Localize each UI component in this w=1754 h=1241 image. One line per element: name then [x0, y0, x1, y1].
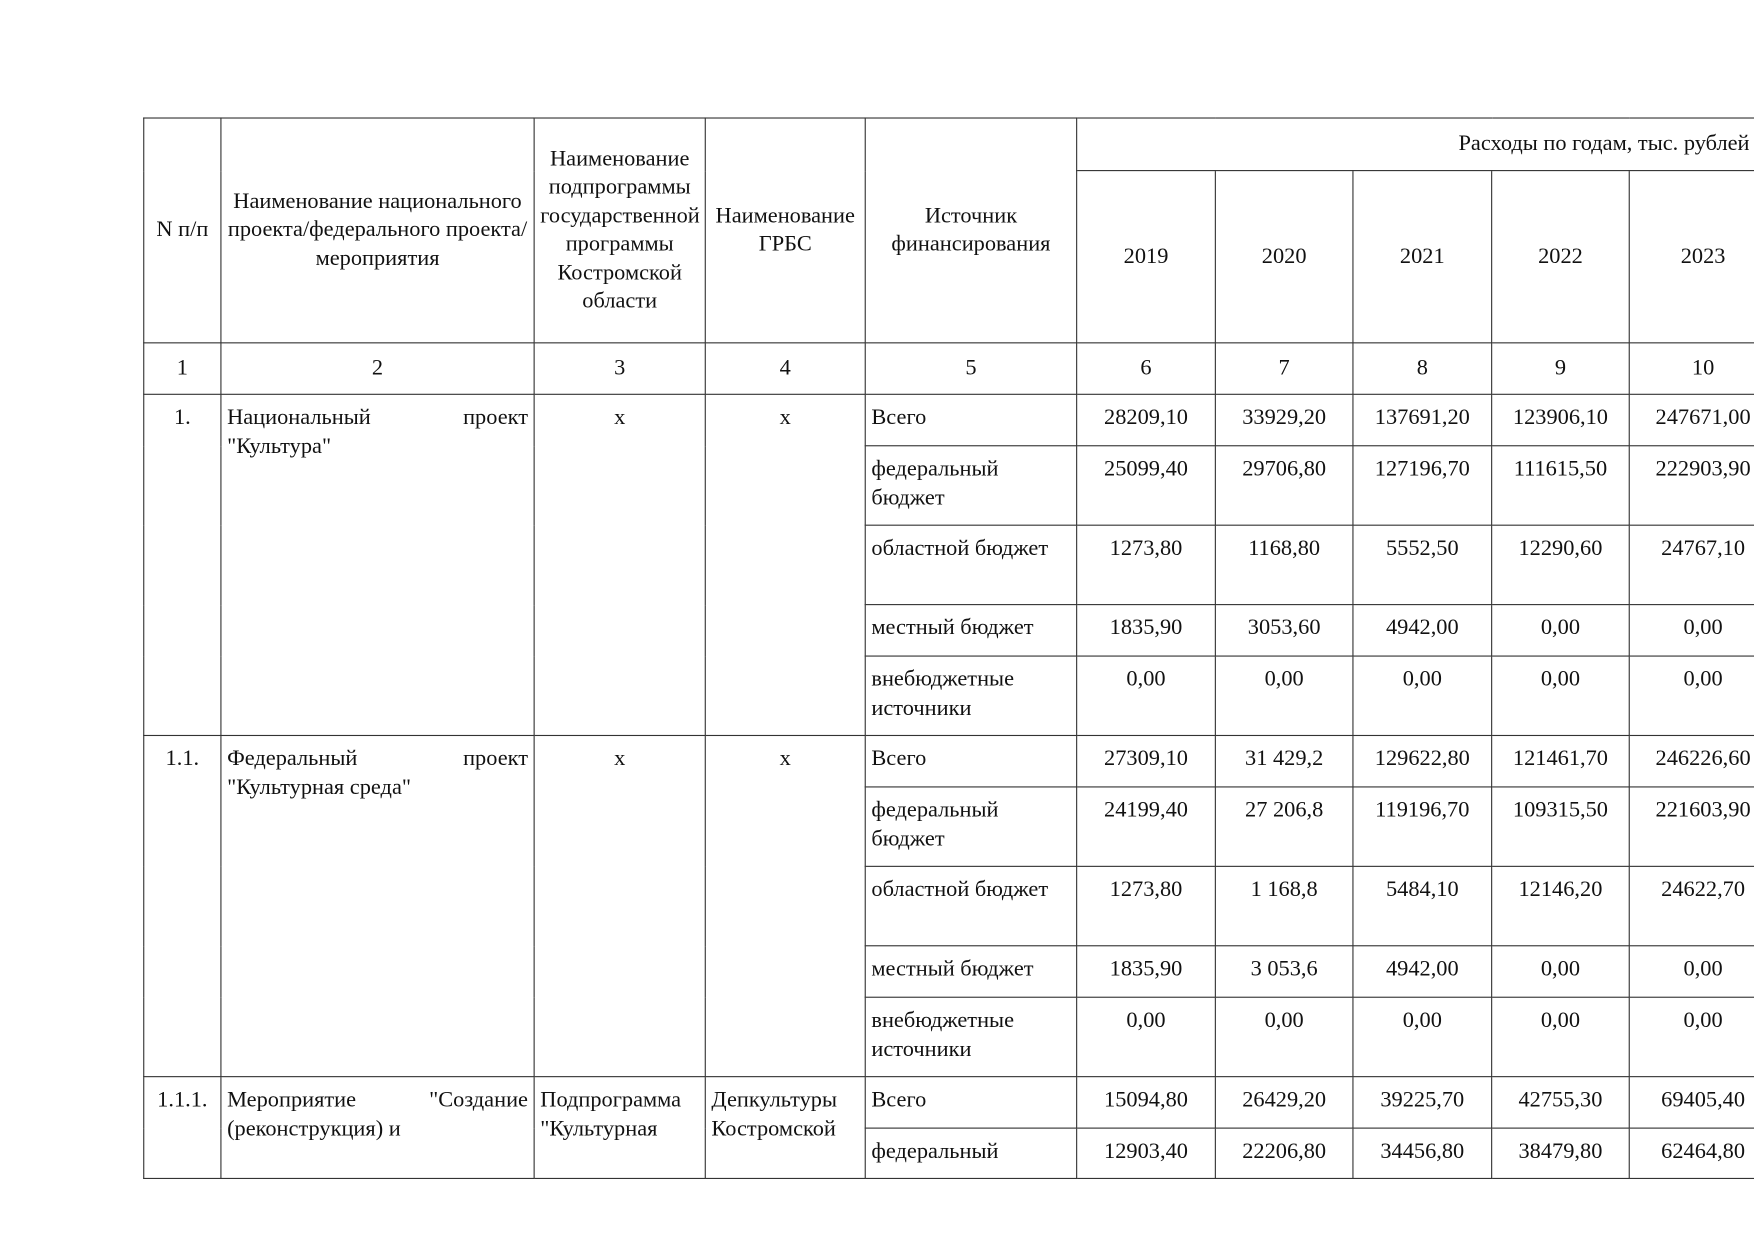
section-number: 1. — [144, 394, 221, 735]
expense-value: 0,00 — [1492, 997, 1630, 1076]
funding-source: федеральный бюджет — [865, 787, 1076, 866]
expense-value: 24767,10 — [1629, 525, 1754, 604]
table-row — [144, 394, 1754, 445]
expense-value: 1168,80 — [1215, 525, 1353, 604]
funding-source: федеральный бюджет — [865, 446, 1076, 525]
expense-value: 3 053,6 — [1215, 946, 1353, 997]
expense-value: 247671,00 — [1629, 394, 1754, 445]
expense-value: 0,00 — [1215, 997, 1353, 1076]
section-number: 1.1.1. — [144, 1077, 221, 1179]
expense-value: 221603,90 — [1629, 787, 1754, 866]
section-subprogram: х — [534, 394, 705, 735]
column-number: 7 — [1215, 343, 1353, 394]
section-name: Федеральный проект "Культурная среда" — [221, 735, 534, 1076]
section-grbs: х — [705, 394, 865, 735]
expense-value: 0,00 — [1492, 605, 1630, 656]
expense-value: 0,00 — [1077, 656, 1216, 735]
expense-value: 3053,60 — [1215, 605, 1353, 656]
funding-source: областной бюджет — [865, 866, 1076, 945]
column-number: 10 — [1629, 343, 1754, 394]
section-number: 1.1. — [144, 735, 221, 1076]
header-year: 2021 — [1353, 171, 1492, 343]
expense-value: 1835,90 — [1077, 605, 1216, 656]
column-number: 4 — [705, 343, 865, 394]
section-subprogram: х — [534, 735, 705, 1076]
funding-source: Всего — [865, 735, 1076, 786]
section-grbs: х — [705, 735, 865, 1076]
expense-value: 31 429,2 — [1215, 735, 1353, 786]
funding-source: Всего — [865, 394, 1076, 445]
column-number: 8 — [1353, 343, 1492, 394]
expense-value: 24199,40 — [1077, 787, 1216, 866]
expense-value: 33929,20 — [1215, 394, 1353, 445]
column-number: 9 — [1492, 343, 1630, 394]
expense-value: 246226,60 — [1629, 735, 1754, 786]
expense-value: 109315,50 — [1492, 787, 1630, 866]
column-number: 2 — [221, 343, 534, 394]
expense-value: 38479,80 — [1492, 1128, 1630, 1178]
expense-value: 12290,60 — [1492, 525, 1630, 604]
header-source: Источник финансирования — [865, 118, 1076, 343]
header-year: 2022 — [1492, 171, 1630, 343]
expense-value: 0,00 — [1629, 656, 1754, 735]
expense-value: 121461,70 — [1492, 735, 1630, 786]
header-subprogram: Наименование подпрограммы государственной программы Костромской области — [534, 118, 705, 343]
column-number: 5 — [865, 343, 1076, 394]
expense-value: 62464,80 — [1629, 1128, 1754, 1178]
expense-value: 1835,90 — [1077, 946, 1216, 997]
expense-value: 4942,00 — [1353, 946, 1492, 997]
column-number: 6 — [1077, 343, 1216, 394]
funding-source: внебюджетные источники — [865, 997, 1076, 1076]
expense-value: 42755,30 — [1492, 1077, 1630, 1128]
expense-value: 1273,80 — [1077, 525, 1216, 604]
expense-value: 0,00 — [1629, 605, 1754, 656]
expense-value: 127196,70 — [1353, 446, 1492, 525]
expense-value: 0,00 — [1215, 656, 1353, 735]
expense-value: 0,00 — [1492, 946, 1630, 997]
expense-value: 34456,80 — [1353, 1128, 1492, 1178]
expense-value: 1273,80 — [1077, 866, 1216, 945]
expense-value: 24622,70 — [1629, 866, 1754, 945]
section-grbs: Депкультуры Костромской — [705, 1077, 865, 1179]
section-name: Национальный проект "Культура" — [221, 394, 534, 735]
expense-value: 15094,80 — [1077, 1077, 1216, 1128]
expense-value: 12146,20 — [1492, 866, 1630, 945]
expense-value: 129622,80 — [1353, 735, 1492, 786]
funding-source: местный бюджет — [865, 605, 1076, 656]
expense-value: 25099,40 — [1077, 446, 1216, 525]
section-subprogram: Подпрограмма "Культурная — [534, 1077, 705, 1179]
expense-value: 69405,40 — [1629, 1077, 1754, 1128]
expense-value: 137691,20 — [1353, 394, 1492, 445]
header-year: 2023 — [1629, 171, 1754, 343]
funding-source: областной бюджет — [865, 525, 1076, 604]
expense-value: 28209,10 — [1077, 394, 1216, 445]
header-year: 2019 — [1077, 171, 1216, 343]
expense-value: 39225,70 — [1353, 1077, 1492, 1128]
header-year: 2020 — [1215, 171, 1353, 343]
expense-value: 119196,70 — [1353, 787, 1492, 866]
expense-value: 0,00 — [1353, 997, 1492, 1076]
expense-value: 0,00 — [1353, 656, 1492, 735]
expense-value: 4942,00 — [1353, 605, 1492, 656]
expense-value: 27309,10 — [1077, 735, 1216, 786]
expense-value: 0,00 — [1492, 656, 1630, 735]
expense-value: 22206,80 — [1215, 1128, 1353, 1178]
expense-value: 0,00 — [1629, 997, 1754, 1076]
expense-value: 1 168,8 — [1215, 866, 1353, 945]
header-grbs: Наименование ГРБС — [705, 118, 865, 343]
table-row — [144, 735, 1754, 786]
expense-value: 27 206,8 — [1215, 787, 1353, 866]
funding-source: местный бюджет — [865, 946, 1076, 997]
column-number: 3 — [534, 343, 705, 394]
funding-source: Всего — [865, 1077, 1076, 1128]
expense-value: 5552,50 — [1353, 525, 1492, 604]
expense-value: 222903,90 — [1629, 446, 1754, 525]
financing-table — [143, 117, 1754, 1179]
section-name: Мероприятие "Создание (реконструкция) и — [221, 1077, 534, 1179]
expense-value: 29706,80 — [1215, 446, 1353, 525]
expense-value: 5484,10 — [1353, 866, 1492, 945]
funding-source: федеральный — [865, 1128, 1076, 1178]
expense-value: 26429,20 — [1215, 1077, 1353, 1128]
table-row — [144, 1077, 1754, 1128]
expense-value: 0,00 — [1629, 946, 1754, 997]
header-expenses: Расходы по годам, тыс. рублей — [1077, 118, 1754, 171]
funding-source: внебюджетные источники — [865, 656, 1076, 735]
expense-value: 111615,50 — [1492, 446, 1630, 525]
expense-value: 12903,40 — [1077, 1128, 1216, 1178]
column-number: 1 — [144, 343, 221, 394]
expense-value: 0,00 — [1077, 997, 1216, 1076]
header-num: N п/п — [144, 118, 221, 343]
expense-value: 123906,10 — [1492, 394, 1630, 445]
header-name: Наименование национального проекта/федерального проекта/мероприятия — [221, 118, 534, 343]
